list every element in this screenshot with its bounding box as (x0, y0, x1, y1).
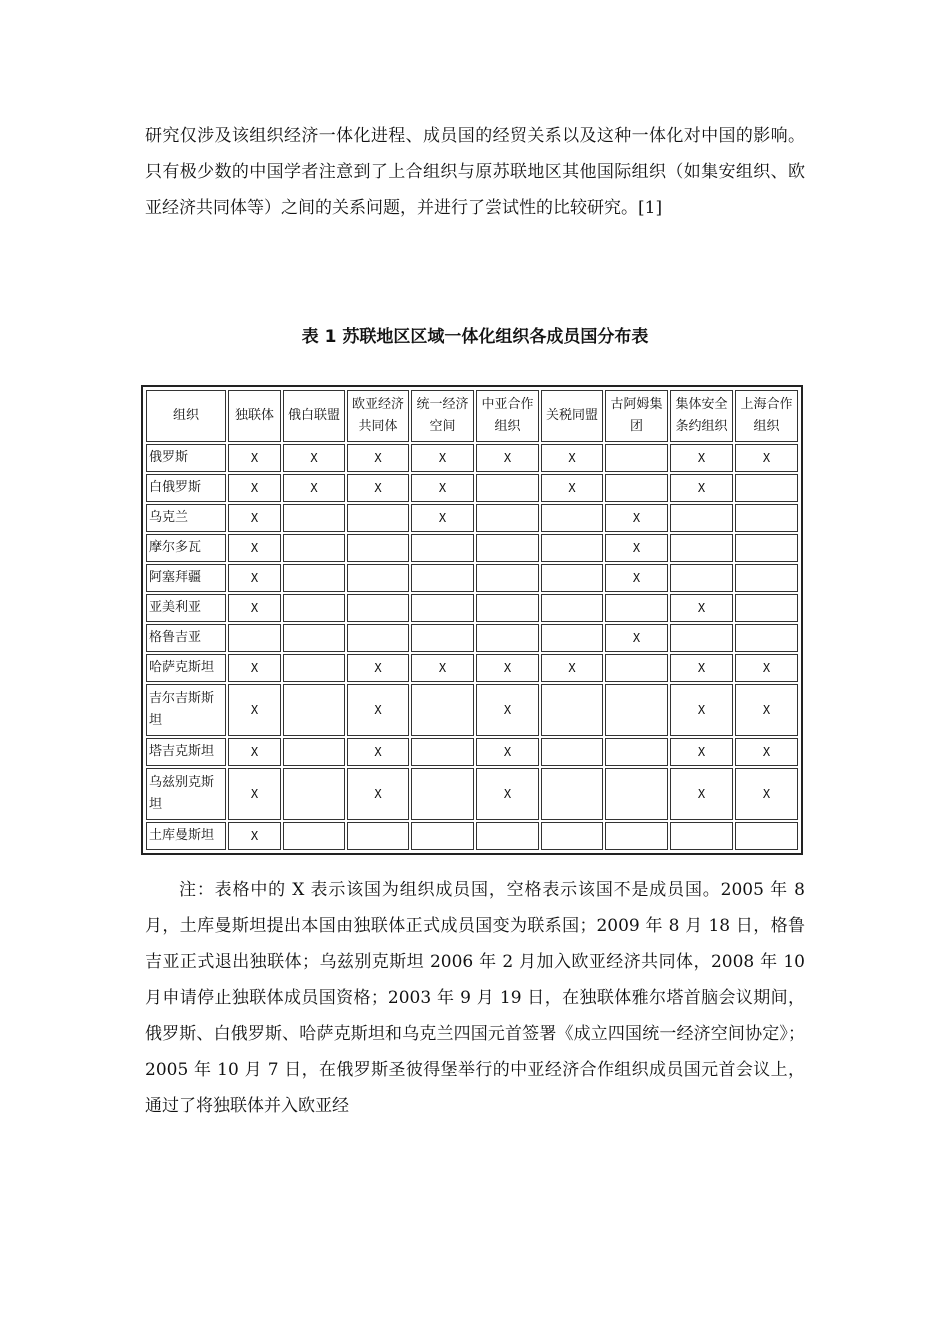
membership-cell (347, 534, 409, 562)
membership-cell: X (228, 822, 281, 850)
membership-cell: X (283, 474, 345, 502)
membership-cell (347, 594, 409, 622)
membership-cell (347, 822, 409, 850)
membership-cell (283, 534, 345, 562)
membership-cell (541, 594, 603, 622)
membership-cell (411, 822, 474, 850)
header-cell: 集体安全条约组织 (670, 390, 733, 442)
country-name-cell: 俄罗斯 (146, 444, 226, 472)
membership-cell (476, 564, 539, 592)
membership-cell (283, 738, 345, 766)
membership-cell: X (541, 654, 603, 682)
membership-cell: X (347, 768, 409, 820)
membership-cell (476, 504, 539, 532)
membership-cell (411, 684, 474, 736)
membership-cell: X (283, 444, 345, 472)
membership-cell (411, 768, 474, 820)
header-cell: 俄白联盟 (283, 390, 345, 442)
membership-cell (283, 624, 345, 652)
table-row (146, 822, 798, 850)
header-cell: 中亚合作组织 (476, 390, 539, 442)
membership-cell (735, 624, 798, 652)
header-cell: 独联体 (228, 390, 281, 442)
membership-cell: X (228, 768, 281, 820)
membership-cell (605, 474, 668, 502)
membership-cell: X (347, 444, 409, 472)
membership-cell (476, 534, 539, 562)
membership-cell: X (476, 738, 539, 766)
header-cell: 关税同盟 (541, 390, 603, 442)
membership-cell (670, 624, 733, 652)
membership-cell: X (670, 768, 733, 820)
table-row (146, 768, 798, 820)
membership-cell: X (670, 738, 733, 766)
membership-cell: X (228, 474, 281, 502)
membership-cell: X (411, 504, 474, 532)
membership-cell (411, 594, 474, 622)
membership-cell (735, 564, 798, 592)
membership-cell: X (411, 474, 474, 502)
intro-paragraph: 研究仅涉及该组织经济一体化进程、成员国的经贸关系以及这种一体化对中国的影响。只有极少数的中国学者注意到了上合组织与原苏联地区其他国际组织（如集安组织、欧亚经济共同体等）之间的关系问题，并进行了尝试性的比较研究。[1] (145, 126, 805, 218)
membership-cell (670, 534, 733, 562)
membership-cell: X (735, 768, 798, 820)
table-row (146, 654, 798, 682)
membership-cell (476, 594, 539, 622)
membership-cell: X (735, 444, 798, 472)
country-name-cell: 哈萨克斯坦 (146, 654, 226, 682)
table-note-paragraph: 注：表格中的 X 表示该国为组织成员国，空格表示该国不是成员国。2005 年 8 月，土库曼斯坦提出本国由独联体正式成员国变为联系国；2009 年 8 月 18 日，格鲁吉亚正式退出独联体；乌兹别克斯坦 2006 年 2 月加入欧亚经济共同体，2008 年 10 月申请停止独联体成员国资格；2003 年 9 月 19 日，在独联体雅尔塔首脑会议期间，俄罗斯、白俄罗斯、哈萨克斯坦和乌克兰四国元首签署《成立四国统一经济空间协定》；2005 年 10 月 7 日，在俄罗斯圣彼得堡举行的中亚经济合作组织成员国元首会议上，通过了将独联体并入欧亚经 (145, 880, 805, 1116)
table-row (146, 474, 798, 502)
membership-cell (283, 768, 345, 820)
membership-cell: X (347, 684, 409, 736)
membership-cell (541, 822, 603, 850)
membership-cell: X (228, 594, 281, 622)
header-cell: 上海合作组织 (735, 390, 798, 442)
membership-cell (347, 564, 409, 592)
header-cell: 欧亚经济共同体 (347, 390, 409, 442)
membership-cell: X (670, 654, 733, 682)
header-cell: 组织 (146, 390, 226, 442)
membership-cell (670, 504, 733, 532)
membership-cell (541, 624, 603, 652)
country-name-cell: 格鲁吉亚 (146, 624, 226, 652)
membership-cell: X (228, 684, 281, 736)
country-name-cell: 土库曼斯坦 (146, 822, 226, 850)
membership-cell (605, 444, 668, 472)
table-row (146, 738, 798, 766)
header-cell: 古阿姆集团 (605, 390, 668, 442)
membership-cell (605, 594, 668, 622)
membership-cell (735, 594, 798, 622)
country-name-cell: 摩尔多瓦 (146, 534, 226, 562)
membership-cell (283, 504, 345, 532)
table-row (146, 504, 798, 532)
membership-cell: X (476, 654, 539, 682)
membership-cell: X (347, 654, 409, 682)
membership-cell (541, 684, 603, 736)
table-row (146, 564, 798, 592)
membership-cell (228, 624, 281, 652)
membership-cell (283, 822, 345, 850)
membership-cell: X (541, 444, 603, 472)
membership-cell (283, 684, 345, 736)
membership-cell: X (411, 444, 474, 472)
membership-cell (605, 654, 668, 682)
membership-cell: X (541, 474, 603, 502)
membership-cell: X (411, 654, 474, 682)
table-header-row (146, 390, 798, 442)
membership-cell (411, 624, 474, 652)
table-caption: 表 1 苏联地区区域一体化组织各成员国分布表 (301, 327, 649, 347)
country-name-cell: 吉尔吉斯斯坦 (146, 684, 226, 736)
country-name-cell: 乌克兰 (146, 504, 226, 532)
membership-cell: X (228, 564, 281, 592)
membership-cell (735, 534, 798, 562)
membership-cell (541, 564, 603, 592)
membership-cell: X (670, 444, 733, 472)
membership-cell: X (228, 504, 281, 532)
membership-cell (476, 474, 539, 502)
membership-cell: X (347, 738, 409, 766)
membership-cell: X (228, 534, 281, 562)
membership-cell (283, 564, 345, 592)
membership-cell (735, 504, 798, 532)
table-row (146, 594, 798, 622)
membership-cell (411, 534, 474, 562)
membership-cell: X (347, 474, 409, 502)
membership-cell (735, 474, 798, 502)
membership-cell: X (228, 444, 281, 472)
table-row (146, 444, 798, 472)
membership-cell: X (735, 684, 798, 736)
membership-cell (670, 822, 733, 850)
country-name-cell: 白俄罗斯 (146, 474, 226, 502)
membership-cell (476, 624, 539, 652)
membership-cell: X (670, 474, 733, 502)
country-name-cell: 塔吉克斯坦 (146, 738, 226, 766)
membership-cell: X (670, 684, 733, 736)
country-name-cell: 阿塞拜疆 (146, 564, 226, 592)
membership-cell (411, 564, 474, 592)
membership-cell (605, 768, 668, 820)
membership-table (141, 385, 803, 855)
membership-cell: X (605, 564, 668, 592)
membership-cell: X (228, 738, 281, 766)
membership-cell (347, 504, 409, 532)
membership-cell (411, 738, 474, 766)
table-row (146, 624, 798, 652)
table-row (146, 534, 798, 562)
membership-cell (605, 738, 668, 766)
table-row (146, 684, 798, 736)
membership-cell: X (476, 444, 539, 472)
country-name-cell: 乌兹别克斯坦 (146, 768, 226, 820)
membership-cell (605, 822, 668, 850)
membership-cell: X (476, 684, 539, 736)
membership-cell (735, 822, 798, 850)
header-cell: 统一经济空间 (411, 390, 474, 442)
membership-cell (347, 624, 409, 652)
membership-cell (541, 534, 603, 562)
membership-cell (283, 654, 345, 682)
membership-cell (541, 768, 603, 820)
membership-cell: X (735, 738, 798, 766)
membership-cell: X (605, 504, 668, 532)
membership-cell (476, 822, 539, 850)
membership-cell: X (670, 594, 733, 622)
membership-cell: X (605, 534, 668, 562)
country-name-cell: 亚美利亚 (146, 594, 226, 622)
membership-cell (605, 684, 668, 736)
membership-cell: X (476, 768, 539, 820)
membership-cell: X (735, 654, 798, 682)
membership-cell (283, 594, 345, 622)
membership-cell (541, 738, 603, 766)
membership-cell (670, 564, 733, 592)
membership-cell (541, 504, 603, 532)
membership-cell: X (605, 624, 668, 652)
membership-cell: X (228, 654, 281, 682)
